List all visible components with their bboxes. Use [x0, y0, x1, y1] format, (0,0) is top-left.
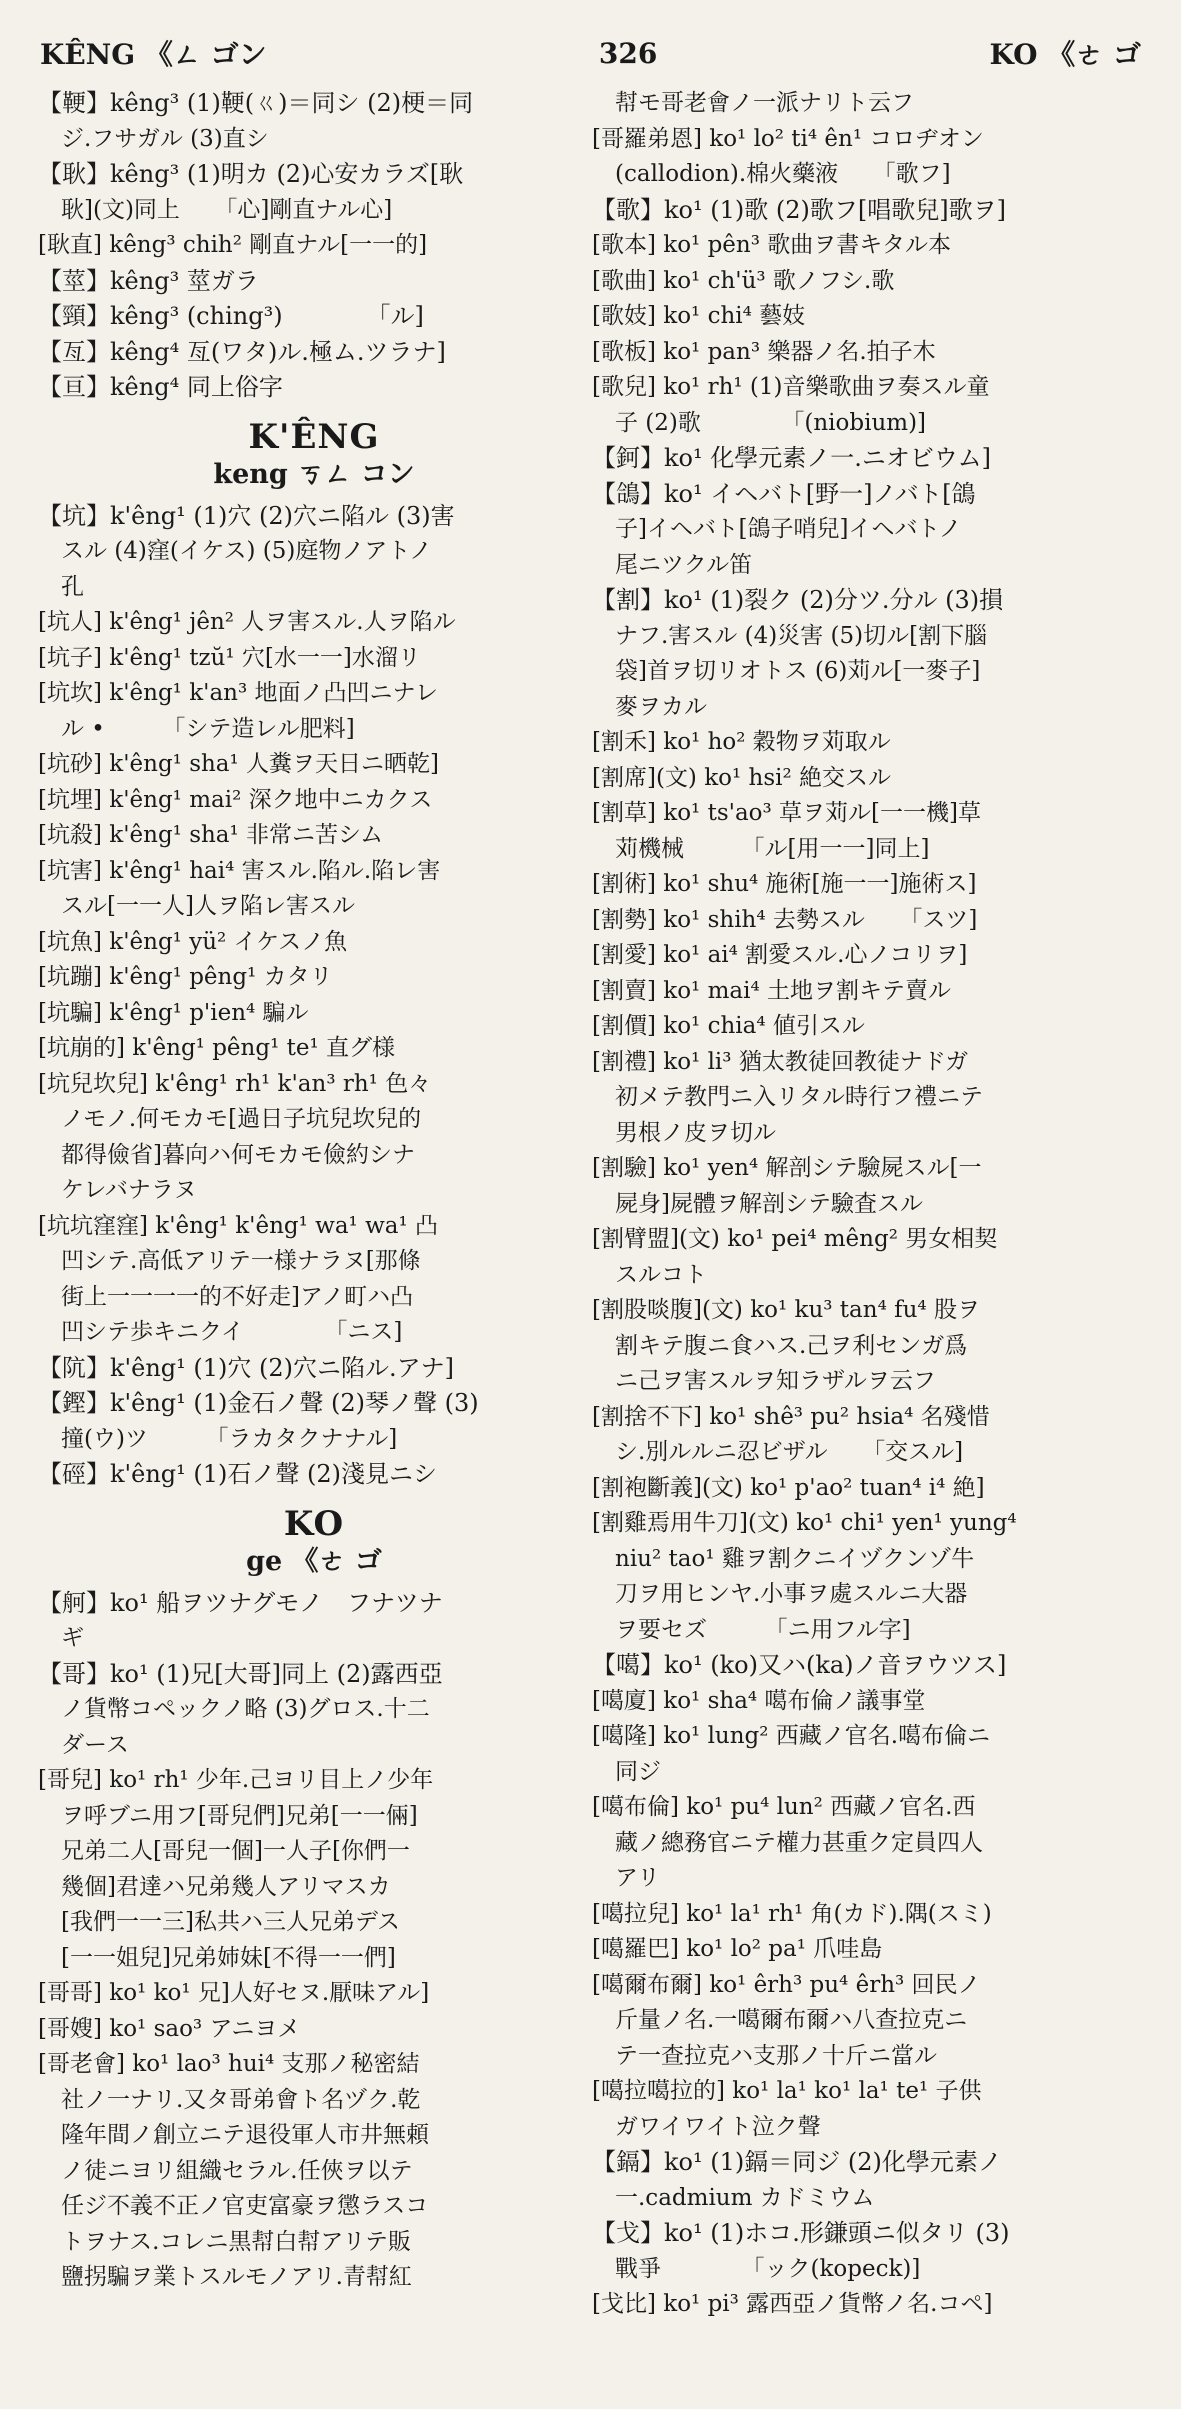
- dictionary-entry-line: [噶爾布爾] ko¹ êrh³ pu⁴ êrh³ 回民ノ: [592, 1971, 981, 1998]
- dictionary-entry-line: ノ貨幣コペックノ略 (3)グロス.十二: [38, 1696, 430, 1722]
- dictionary-headword-line: 【坑】k'êng¹ (1)穴 (2)穴ニ陷ル (3)害: [38, 501, 455, 530]
- dictionary-entry-line: [噶羅巴] ko¹ lo² pa¹ 爪哇島: [592, 1936, 883, 1962]
- dictionary-entry-line: [我們一一三]私共ハ三人兄弟デス: [38, 1909, 401, 1935]
- section-heading: KO: [283, 1503, 345, 1544]
- dictionary-entry-line: [歌本] ko¹ pên³ 歌曲ヲ書キタル本: [592, 232, 952, 258]
- dictionary-entry-line: ケレバナラヌ: [38, 1177, 197, 1203]
- dictionary-headword-line: 【鎘】ko¹ (1)鎘＝同ジ (2)化學元素ノ: [592, 2148, 1002, 2176]
- dictionary-entry-line: ヲ呼ブニ用フ[哥兒們]兄弟[一一倆]: [38, 1802, 418, 1829]
- dictionary-entry-line: 初メテ教門ニ入リタル時行フ禮ニテ: [592, 1084, 983, 1110]
- dictionary-entry-line: 一.cadmium カドミウム: [592, 2184, 875, 2211]
- dictionary-headword-line: 【鏗】k'êng¹ (1)金石ノ聲 (2)琴ノ聲 (3): [38, 1389, 479, 1417]
- dictionary-entry-line: 耿](文)同上 「心]剛直ナル心]: [38, 196, 393, 223]
- dictionary-entry-line: [坑坎] k'êng¹ k'an³ 地面ノ凸凹ニナレ: [38, 680, 439, 706]
- dictionary-entry-line: トヲナス.コレニ黒幇白幇アリテ販: [38, 2228, 412, 2255]
- dictionary-entry-line: アリ: [592, 1865, 661, 1891]
- dictionary-entry-line: [哥兒] ko¹ rh¹ 少年.己ヨリ目上ノ少年: [38, 1767, 434, 1793]
- dictionary-entry-line: ダース: [38, 1731, 129, 1758]
- dictionary-entry-line: ジ.フサガル (3)直シ: [38, 125, 269, 152]
- dictionary-entry-line: 鹽拐騙ヲ業トスルモノアリ.青幇紅: [38, 2264, 412, 2290]
- dictionary-entry-line: ヲ要セズ 「ニ用フル字]: [592, 1616, 911, 1643]
- dictionary-entry-line: ル • 「シテ造レル肥料]: [38, 715, 355, 742]
- dictionary-entry-line: 任ジ不義不正ノ官吏富豪ヲ懲ラスコ: [38, 2193, 429, 2219]
- dictionary-entry-line: [哥羅弟恩] ko¹ lo² ti⁴ ên¹ コロヂオン: [592, 125, 984, 152]
- dictionary-entry-line: [割袍斷義](文) ko¹ p'ao² tuan⁴ i⁴ 絶]: [592, 1474, 985, 1501]
- section-pronunciation: keng ㄎㄥ コン: [213, 459, 415, 490]
- dictionary-entry-line: [噶廈] ko¹ sha⁴ 噶布倫ノ議事堂: [592, 1687, 926, 1714]
- dictionary-entry-line: [哥老會] ko¹ lao³ hui⁴ 支那ノ秘密結: [38, 2051, 420, 2077]
- dictionary-entry-line: ノ徒ニヨリ組織セラル.任俠ヲ以テ: [38, 2157, 413, 2184]
- dictionary-entry-line: [哥哥] ko¹ ko¹ 兄]人好セヌ.厭味アル]: [38, 1980, 430, 2006]
- dictionary-entry-line: 子 (2)歌 「(niobium)]: [592, 409, 927, 436]
- dictionary-headword-line: 【鞕】kêng³ (1)鞕(ㄍ)＝同シ (2)梗＝同: [38, 89, 474, 117]
- dictionary-entry-line: 幇モ哥老會ノ一派ナリト云フ: [592, 90, 914, 116]
- page-number: 326: [598, 36, 658, 70]
- dictionary-headword-line: 【亘】kêng⁴ 同上俗字: [38, 373, 283, 401]
- dictionary-entry-line: 斤量ノ名.一噶爾布爾ハ八查拉克ニ: [592, 2007, 968, 2033]
- section-pronunciation: ge 《ㄜ ゴ: [246, 1546, 382, 1577]
- dictionary-entry-line: [坑埋] k'êng¹ mai² 深ク地中ニカクス: [38, 786, 433, 813]
- dictionary-entry-line: 藏ノ總務官ニテ權力甚重ク定員四人: [592, 1829, 983, 1856]
- dictionary-entry-line: ナフ.害スル (4)災害 (5)切ル[割下腦: [592, 622, 988, 649]
- dictionary-entry-line: [坑砂] k'êng¹ sha¹ 人糞ヲ天日ニ晒乾]: [38, 751, 440, 777]
- dictionary-entry-line: [割臂盟](文) ko¹ pei⁴ mêng² 男女相契: [592, 1226, 998, 1252]
- dictionary-entry-line: 同ジ: [592, 1758, 661, 1785]
- dictionary-entry-line: 割キテ腹ニ食ハス.己ヲ利センガ爲: [592, 1332, 968, 1359]
- dictionary-entry-line: [割勢] ko¹ shih⁴ 去勢スル 「スツ]: [592, 906, 978, 933]
- dictionary-entry-line: (callodion).棉火藥液 「歌フ]: [592, 161, 951, 187]
- dictionary-headword-line: 【舸】ko¹ 船ヲツナグモノ フナツナ: [38, 1588, 443, 1617]
- dictionary-headword-line: 【哥】ko¹ (1)兄[大哥]同上 (2)露西亞: [38, 1659, 443, 1688]
- dictionary-entry-line: テ一查拉克ハ支那ノ十斤ニ當ル: [592, 2042, 937, 2069]
- dictionary-entry-line: 戰爭 「ック(kopeck)]: [592, 2255, 921, 2282]
- header-left: KÊNG 《ㄥ ゴン: [40, 38, 267, 71]
- dictionary-entry-line: [割愛] ko¹ ai⁴ 割愛スル.心ノコリヲ]: [592, 942, 968, 968]
- dictionary-entry-line: 社ノ一ナリ.又タ哥弟會ト名ヅク.乾: [38, 2086, 421, 2113]
- dictionary-entry-line: niu² tao¹ 雞ヲ割クニイヅクンゾ牛: [592, 1545, 975, 1572]
- dictionary-entry-line: [割雞焉用牛刀](文) ko¹ chi¹ yen¹ yung⁴: [592, 1510, 1017, 1536]
- dictionary-entry-line: [割禮] ko¹ li³ 猶太教徒回教徒ナドガ: [592, 1048, 969, 1075]
- right-column: [592, 86, 1148, 2323]
- dictionary-entry-line: [哥嫂] ko¹ sao³ アニヨメ: [38, 2015, 301, 2042]
- dictionary-entry-line: [歌板] ko¹ pan³ 樂器ノ名.拍子木: [592, 338, 936, 365]
- dictionary-entry-line: [割賣] ko¹ mai⁴ 土地ヲ割キテ賣ル: [592, 977, 951, 1004]
- dictionary-entry-line: [耿直] kêng³ chih² 剛直ナル[一一的]: [38, 232, 428, 258]
- dictionary-entry-line: [坑子] k'êng¹ tzŭ¹ 穴[水一一]水溜リ: [38, 644, 421, 671]
- dictionary-entry-line: 苅機械 「ル[用一一]同上]: [592, 835, 930, 862]
- dictionary-entry-line: [一一姐兒]兄弟姉妹[不得一一們]: [38, 1944, 396, 1971]
- dictionary-entry-line: [歌曲] ko¹ ch'ü³ 歌ノフシ.歌: [592, 267, 895, 294]
- dictionary-entry-line: [割術] ko¹ shu⁴ 施術[施一一]施術ス]: [592, 871, 977, 897]
- dictionary-entry-line: ニ己ヲ害スルヲ知ラザルヲ云フ: [592, 1368, 936, 1394]
- dictionary-entry-line: スル (4)窪(イケス) (5)庭物ノアトノ: [38, 538, 432, 564]
- dictionary-headword-line: 【耿】kêng³ (1)明カ (2)心安カラズ[耿: [38, 160, 464, 188]
- dictionary-entry-line: 街上一一一一的不好走]アノ町ハ凸: [38, 1283, 414, 1310]
- dictionary-entry-line: 尾ニツクル笛: [592, 551, 753, 578]
- dictionary-entry-line: [割草] ko¹ ts'ao³ 草ヲ苅ル[一一機]草: [592, 800, 981, 826]
- section-heading: K'ÊNG: [248, 416, 380, 457]
- dictionary-entry-line: [割價] ko¹ chia⁴ 値引スル: [592, 1013, 865, 1039]
- dictionary-entry-line: [坑人] k'êng¹ jên² 人ヲ害スル.人ヲ陷ル: [38, 609, 456, 635]
- dictionary-entry-line: 男根ノ皮ヲ切ル: [592, 1119, 776, 1146]
- dictionary-entry-line: [坑害] k'êng¹ hai⁴ 害スル.陷ル.陷レ害: [38, 857, 441, 884]
- dictionary-headword-line: 【頸】kêng³ (ching³) 「ル]: [38, 302, 424, 330]
- dictionary-entry-line: [割禾] ko¹ ho² 穀物ヲ苅取ル: [592, 729, 891, 755]
- dictionary-entry-line: [噶隆] ko¹ lung² 西藏ノ官名.噶布倫ニ: [592, 1723, 991, 1749]
- dictionary-entry-line: スルコト: [592, 1261, 707, 1288]
- dictionary-headword-line: 【噶】ko¹ (ko)又ハ(ka)ノ音ヲウツス]: [592, 1651, 1007, 1679]
- dictionary-entry-line: [坑崩的] k'êng¹ pêng¹ te¹ 直グ様: [38, 1035, 395, 1061]
- dictionary-entry-line: [坑騙] k'êng¹ p'ien⁴ 騙ル: [38, 999, 309, 1026]
- dictionary-entry-line: [坑坑窪窪] k'êng¹ k'êng¹ wa¹ wa¹ 凸: [38, 1212, 438, 1239]
- dictionary-entry-line: [坑蹦] k'êng¹ pêng¹ カタリ: [38, 964, 333, 990]
- dictionary-entry-line: [噶拉兒] ko¹ la¹ rh¹ 角(カド).隅(スミ): [592, 1900, 992, 1927]
- dictionary-entry-line: [噶布倫] ko¹ pu⁴ lun² 西藏ノ官名.西: [592, 1794, 976, 1820]
- dictionary-entry-line: ガワイワイト泣ク聲: [592, 2113, 821, 2140]
- dictionary-entry-line: [割股啖腹](文) ko¹ ku³ tan⁴ fu⁴ 股ヲ: [592, 1297, 980, 1323]
- dictionary-entry-line: 凹シテ歩キニクイ 「ニス]: [38, 1319, 403, 1345]
- dictionary-entry-line: ノモノ.何モカモ[過日子坑兒坎兒的: [38, 1106, 422, 1132]
- dictionary-entry-line: 屍身]屍體ヲ解剖シテ驗査スル: [592, 1190, 923, 1217]
- dictionary-entry-line: 孔: [38, 573, 84, 600]
- dictionary-entry-line: 袋]首ヲ切リオトス (6)苅ル[一麥子]: [592, 658, 981, 684]
- dictionary-entry-line: [戈比] ko¹ pi³ 露西亞ノ貨幣ノ名.コペ]: [592, 2291, 993, 2317]
- dictionary-entry-line: [坑殺] k'êng¹ sha¹ 非常ニ苦シム: [38, 822, 384, 848]
- dictionary-entry-line: [歌妓] ko¹ chi⁴ 藝妓: [592, 303, 806, 329]
- left-column: [38, 86, 590, 2296]
- dictionary-headword-line: 【鴿】ko¹ イヘバト[野一]ノバト[鴿: [592, 479, 976, 508]
- dictionary-entry-line: 麥ヲカル: [592, 693, 707, 720]
- dictionary-entry-line: 幾個]君達ハ兄弟幾人アリマスカ: [38, 1873, 391, 1900]
- dictionary-headword-line: 【鈳】ko¹ 化學元素ノ一.ニオビウム]: [592, 444, 991, 472]
- dictionary-entry-line: 刀ヲ用ヒンヤ.小事ヲ處スルニ大器: [592, 1581, 968, 1607]
- dictionary-headword-line: 【割】ko¹ (1)裂ク (2)分ツ.分ル (3)損: [592, 586, 1004, 614]
- dictionary-entry-line: 都得儉省]暮向ハ何モカモ儉約シナ: [38, 1141, 415, 1168]
- dictionary-entry-line: [割席](文) ko¹ hsi² 絶交スル: [592, 764, 892, 791]
- dictionary-entry-line: 隆年間ノ創立ニテ退役軍人市井無頼: [38, 2122, 429, 2148]
- header-right: KO 《ㄜ ゴ: [989, 38, 1141, 71]
- dictionary-entry-line: 兄弟二人[哥兒一個]一人子[你們一: [38, 1838, 410, 1864]
- dictionary-headword-line: 【戈】ko¹ (1)ホコ.形鎌頭ニ似タリ (3): [592, 2219, 1010, 2247]
- dictionary-headword-line: 【歌】ko¹ (1)歌 (2)歌フ[唱歌兒]歌ヲ]: [592, 195, 1006, 224]
- dictionary-entry-line: シ.別ルルニ忍ビザル 「交スル]: [592, 1439, 964, 1465]
- page-header: [40, 28, 1141, 78]
- dictionary-entry-line: [歌兒] ko¹ rh¹ (1)音樂歌曲ヲ奏スル童: [592, 374, 990, 400]
- dictionary-entry-line: [坑兒坎兒] k'êng¹ rh¹ k'an³ rh¹ 色々: [38, 1070, 432, 1097]
- dictionary-headword-line: 【硜】k'êng¹ (1)石ノ聲 (2)淺見ニシ: [38, 1460, 438, 1488]
- dictionary-entry-line: 子]イヘバト[鴿子哨兒]イヘバトノ: [592, 516, 962, 542]
- dictionary-entry-line: [割捨不下] ko¹ shê³ pu² hsia⁴ 名殘惜: [592, 1403, 990, 1430]
- dictionary-entry-line: スル[一一人]人ヲ陷レ害スル: [38, 893, 355, 919]
- dictionary-entry-line: [割驗] ko¹ yen⁴ 解剖シテ驗屍スル[一: [592, 1155, 982, 1181]
- dictionary-headword-line: 【亙】kêng⁴ 亙(ワタ)ル.極ム.ツラナ]: [38, 337, 446, 366]
- dictionary-entry-line: 凹シテ.高低アリテ一様ナラヌ[那條: [38, 1248, 421, 1274]
- dictionary-entry-line: 撞(ウ)ツ 「ラカタクナナル]: [38, 1425, 398, 1452]
- dictionary-entry-line: [坑魚] k'êng¹ yü² イケスノ魚: [38, 928, 348, 955]
- dictionary-entry-line: [噶拉噶拉的] ko¹ la¹ ko¹ la¹ te¹ 子供: [592, 2078, 982, 2104]
- dictionary-headword-line: 【莖】kêng³ 莖ガラ: [38, 266, 259, 295]
- dictionary-headword-line: 【阬】k'êng¹ (1)穴 (2)穴ニ陷ル.アナ]: [38, 1353, 455, 1382]
- dictionary-entry-line: ギ: [38, 1625, 84, 1651]
